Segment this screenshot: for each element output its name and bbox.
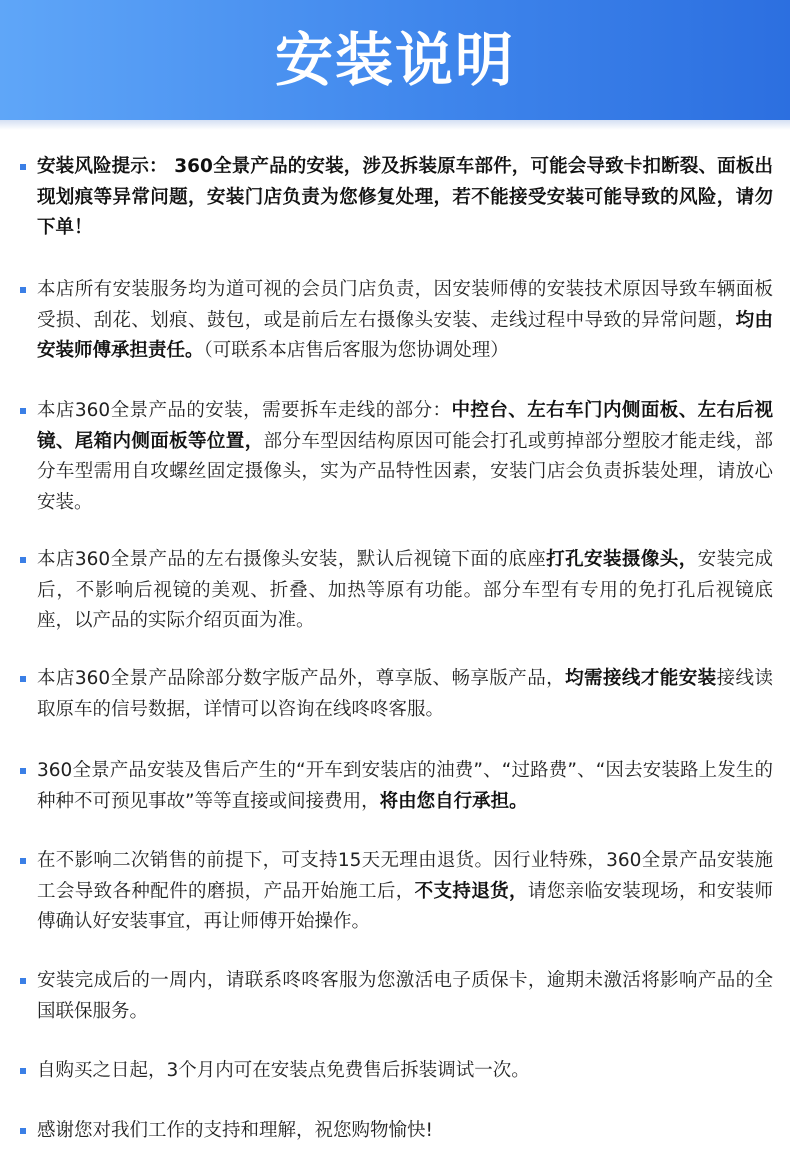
bullet-icon [20,1068,26,1074]
bold-text-part: 打孔安装摄像头， [546,549,698,570]
list-item-text [37,396,773,518]
text-part: 请您亲临安装现场，和安装师傅确认好安装事宜，再让师傅开始操作。 [37,880,773,932]
list-item-disassembly-parts [20,396,772,518]
text-part: 安装完成后的一周内，请联系咚咚客服为您激活电子质保卡，逾期未激活将影响产品的全国联保服务。 [37,970,773,1022]
bullet-icon [20,858,26,864]
list-item-camera-install [20,545,772,637]
list-item-risk-notice [20,152,772,244]
list-item-text [37,152,773,244]
header-shadow [0,120,790,130]
list-item-free-service [20,1056,772,1088]
bold-text-part: 均需接线才能安装 [565,668,717,689]
text-part: 安装完成后，不影响后视镜的美观、折叠、加热等原有功能。部分车型有专用的免打孔后视镜底座，以产品的实际介绍页面为准。 [37,549,773,631]
list-item-extra-costs [20,756,772,818]
list-item-wiring-required [20,664,772,726]
text-part: （可联系本店售后客服为您协调处理） [203,340,509,361]
bold-text-part: 中控台、左右车门内侧面板、左右后视镜、尾箱内侧面板等位置， [37,400,773,452]
list-item-text [37,1116,773,1147]
bold-text-part: 不支持退货， [414,880,528,902]
text-part: 接线读取原车的信号数据，详情可以咨询在线咚咚客服。 [37,668,773,720]
risk-notice-text: 安装风险提示： 360全景产品的安装，涉及拆装原车部件，可能会导致卡扣断裂、面板出现划痕等异常问题，安装门店负责为您修复处理，若不能接受安装可能导致的风险，请勿下单！ [37,156,773,238]
list-item-text [37,966,773,1027]
text-part: 自购买之日起，3个月内可在安装点免费售后拆装调试一次。 [37,1060,530,1081]
text-part: 360全景产品安装及售后产生的“开车到安装店的油费”、“过路费”、“因去安装路上发生的种种不可预见事故”等等直接或间接费用， [37,760,773,812]
text-part: 本店360全景产品的左右摄像头安装，默认后视镜下面的底座 [37,549,547,570]
list-item-thanks [20,1116,772,1148]
text-part: 本店360全景产品除部分数字版产品外，尊享版、畅享版产品， [37,668,566,689]
bullet-icon [20,768,26,774]
text-part: 本店360全景产品的安装，需要拆车走线的部分： [37,400,452,421]
page-header [0,0,790,120]
list-item-warranty-activation [20,966,772,1028]
bullet-icon [20,1128,26,1134]
bullet-icon [20,676,26,682]
list-item-text [37,846,773,938]
text-part: 部分车型因结构原因可能会打孔或剪掉部分塑胶才能走线，部分车型需用自攻螺丝固定摄像头，实为产品特性因素，安装门店会负责拆装处理，请放心安装。 [37,430,773,513]
text-part: 感谢您对我们工作的支持和理解，祝您购物愉快! [37,1120,433,1141]
list-item-text [37,756,773,817]
bold-text-part: 将由您自行承担。 [379,790,528,812]
page-title: 安装说明 [274,26,515,94]
bold-text-part: 均由安装师傅承担责任。 [37,309,773,361]
text-part: 本店所有安装服务均为道可视的会员门店负责，因安装师傅的安装技术原因导致车辆面板受损、刮花、划痕、鼓包，或是前后左右摄像头安装、走线过程中导致的异常问题， [37,279,773,331]
bullet-icon [20,978,26,984]
list-item-text [37,545,773,637]
bullet-icon [20,287,26,293]
text-part: 在不影响二次销售的前提下，可支持15天无理由退货。因行业特殊，360全景产品安装施工会导致各种配件的磨损，产品开始施工后， [37,850,773,902]
list-item-text [37,275,773,367]
bullet-icon [20,408,26,414]
bullet-icon [20,164,26,170]
list-item-return-policy [20,846,772,938]
list-item-service-responsibility [20,275,772,367]
list-item-text [37,664,773,725]
list-item-text [37,1056,773,1087]
bullet-icon [20,557,26,563]
